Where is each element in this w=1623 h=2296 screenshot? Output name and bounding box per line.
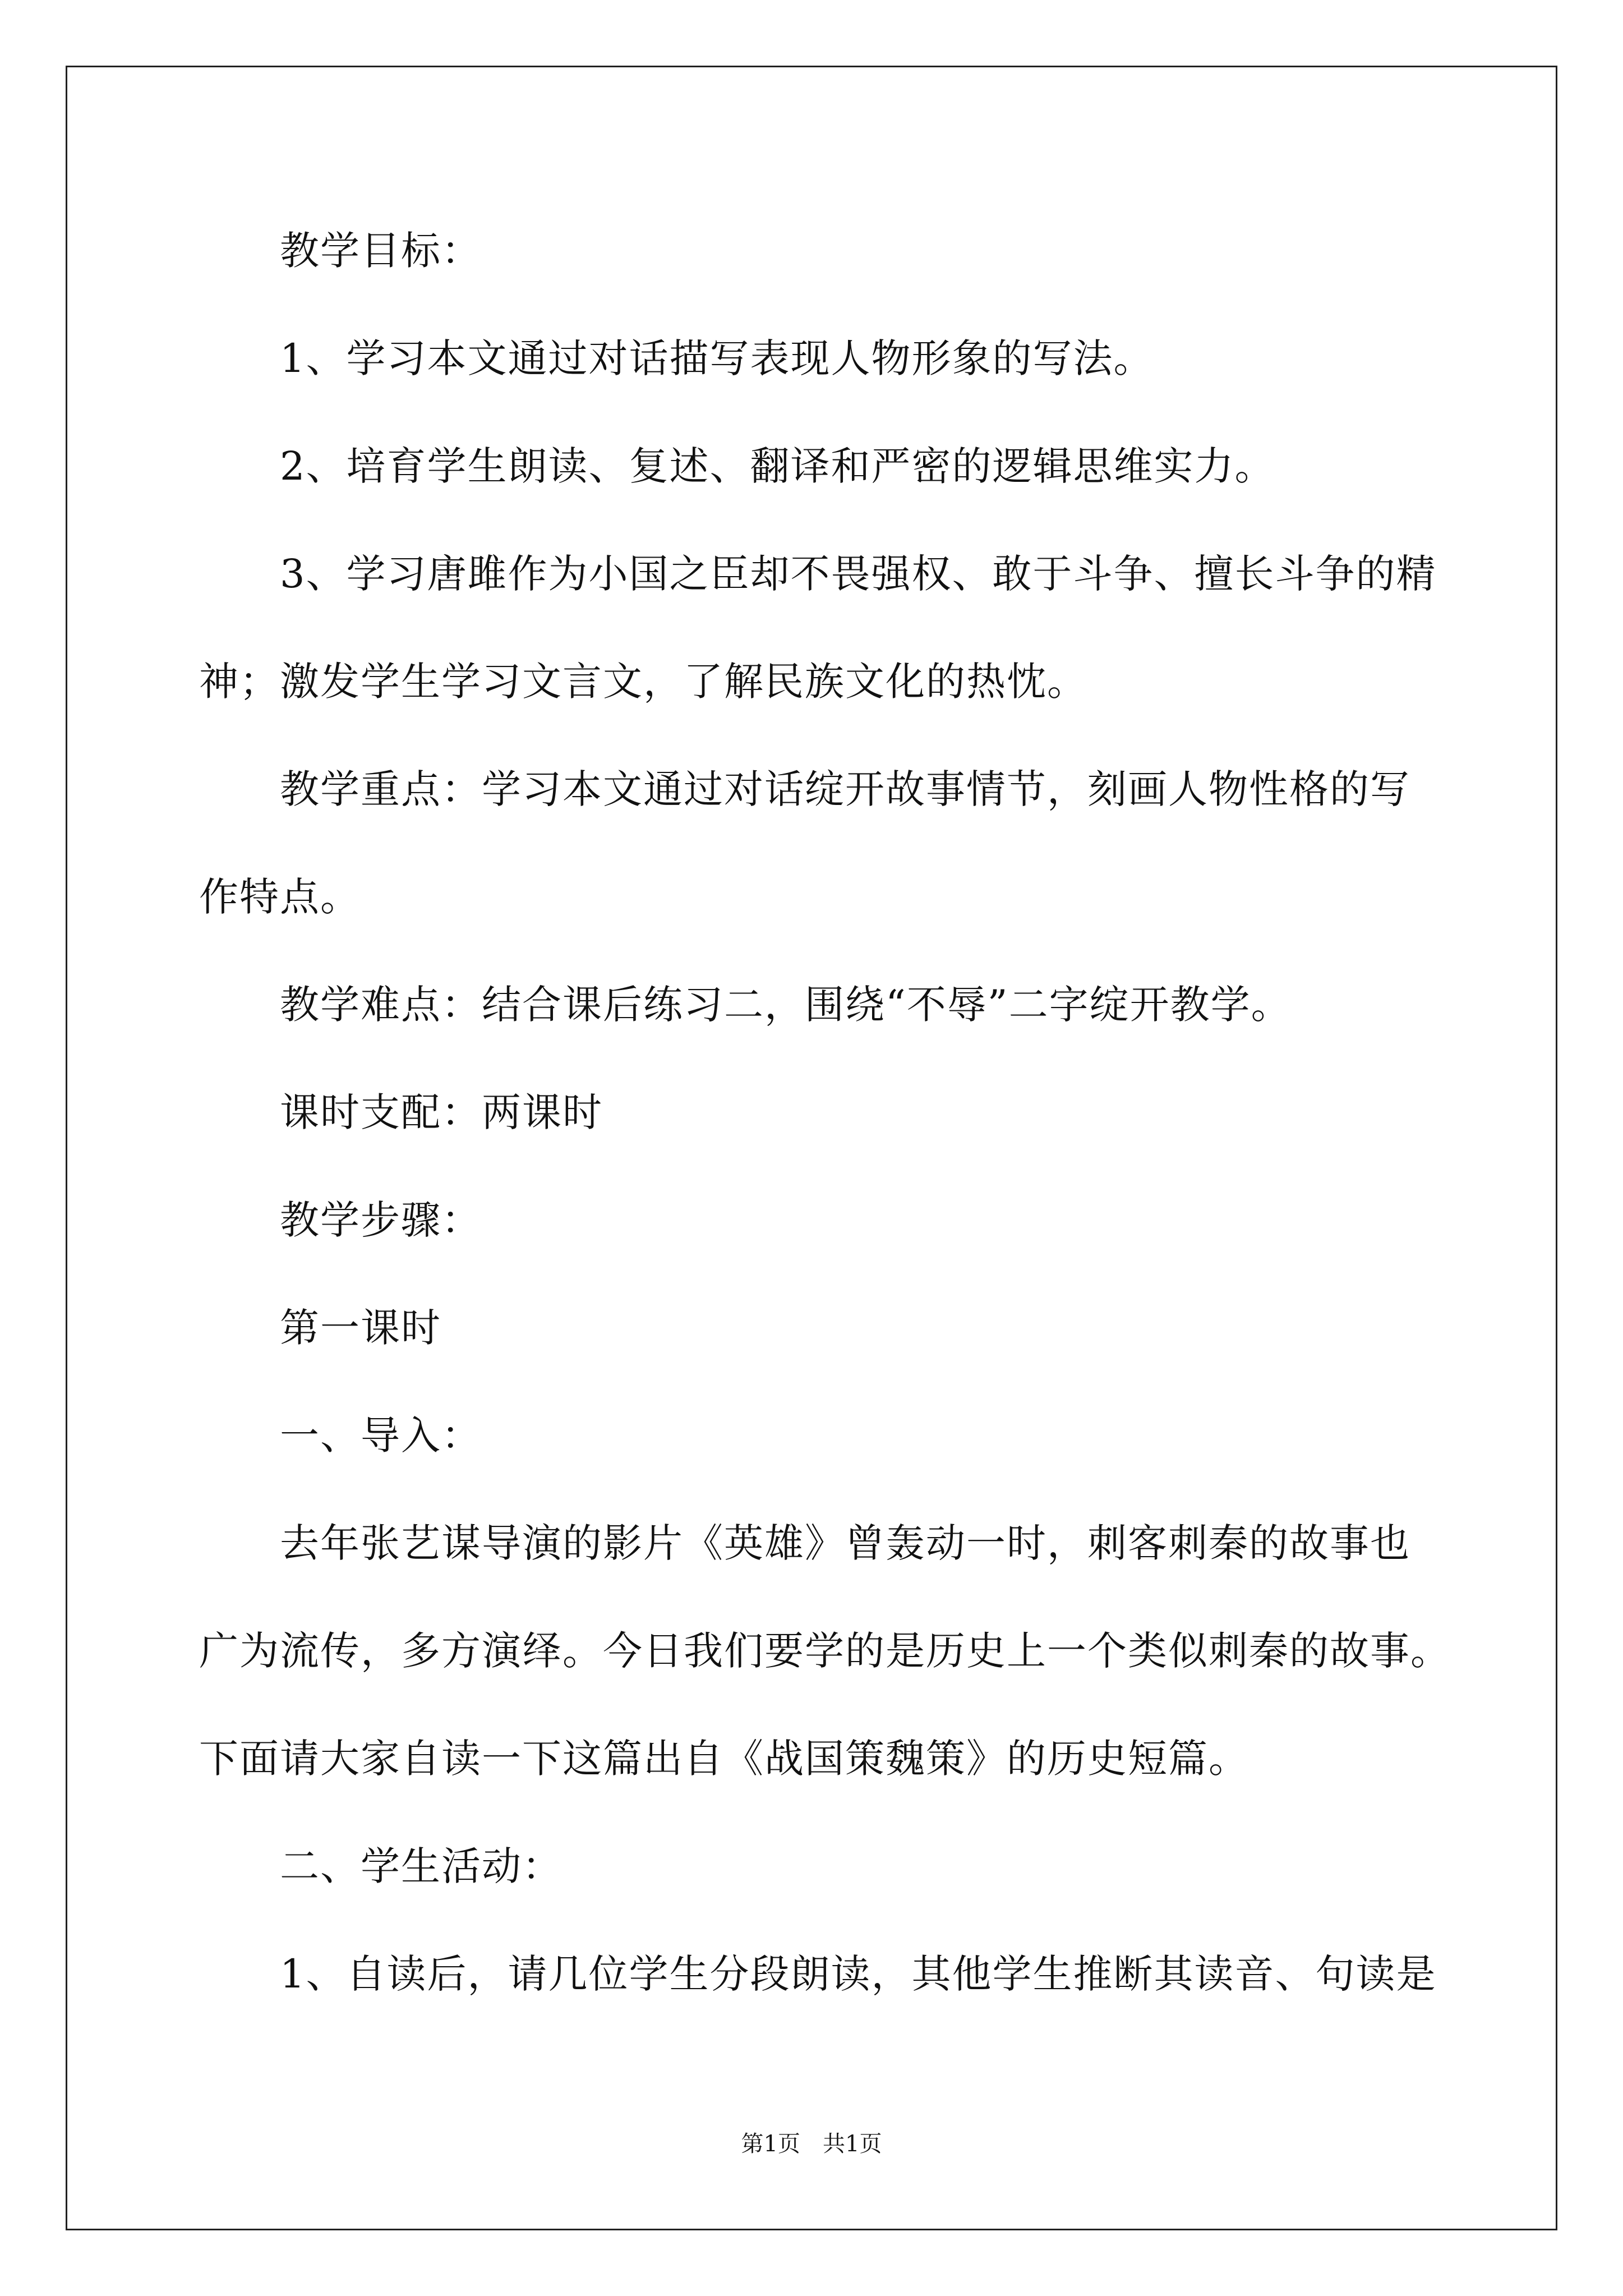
heading-first-lesson: 第一课时 — [199, 1305, 441, 1351]
introduction-paragraph-line-3: 下面请大家自读一下这篇出自《战国策魏策》的历史短篇。 — [199, 1736, 1249, 1782]
activity-item-1: 1、自读后，请几位学生分段朗读，其他学生推断其读音、句读是 — [199, 1951, 1437, 1997]
section-introduction: 一、导入： — [199, 1412, 482, 1458]
teaching-focus-line-1: 教学重点：学习本文通过对话绽开故事情节，刻画人物性格的写 — [199, 766, 1410, 812]
goal-item-2: 2、培育学生朗读、复述、翻译和严密的逻辑思维实力。 — [199, 443, 1275, 489]
goal-item-3-line-1: 3、学习唐雎作为小国之臣却不畏强权、敢于斗争、擅长斗争的精 — [199, 551, 1437, 597]
goal-item-3-line-2: 神；激发学生学习文言文，了解民族文化的热忱。 — [199, 659, 1087, 705]
teaching-difficulty: 教学难点：结合课后练习二，围绕“不辱”二字绽开教学。 — [199, 982, 1292, 1028]
heading-teaching-steps: 教学步骤： — [199, 1197, 482, 1243]
heading-teaching-goals: 教学目标： — [199, 228, 482, 274]
class-hours: 课时支配：两课时 — [199, 1089, 603, 1135]
page-frame — [66, 66, 1557, 2230]
page-footer: 第1页 共1页 — [741, 2131, 882, 2157]
goal-item-1: 1、学习本文通过对话描写表现人物形象的写法。 — [199, 335, 1154, 381]
teaching-focus-line-2: 作特点。 — [199, 874, 361, 920]
introduction-paragraph-line-1: 去年张艺谋导演的影片《英雄》曾轰动一时，刺客刺秦的故事也 — [199, 1520, 1410, 1566]
section-student-activities: 二、学生活动： — [199, 1843, 562, 1889]
introduction-paragraph-line-2: 广为流传，多方演绎。今日我们要学的是历史上一个类似刺秦的故事。 — [199, 1628, 1451, 1674]
